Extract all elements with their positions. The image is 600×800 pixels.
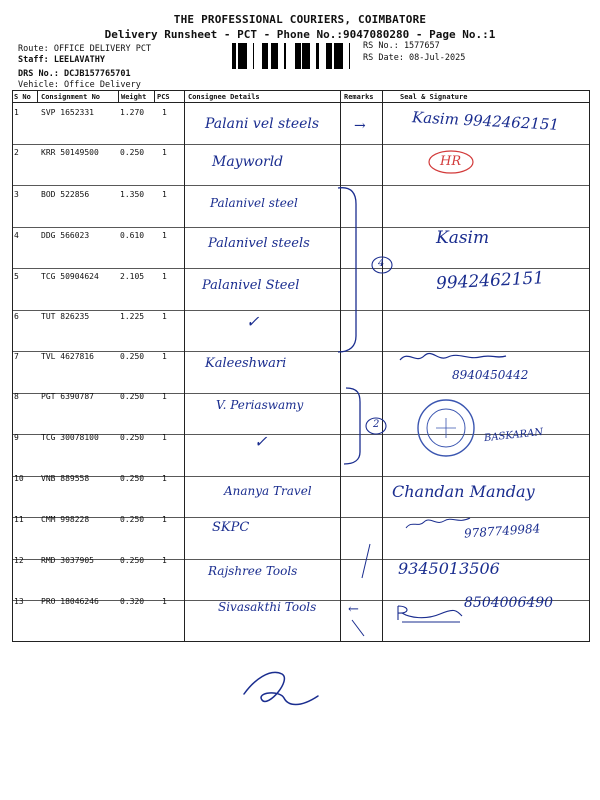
company-title: THE PROFESSIONAL COURIERS, COIMBATORE (173, 13, 427, 26)
row-weight: 0.250 (120, 515, 145, 524)
row-pcs: 1 (162, 392, 167, 401)
row-consignee-handwritten: Palanivel steels (208, 236, 310, 251)
row-consignment: VNB 889558 (41, 474, 90, 483)
barcode-bar (308, 43, 310, 69)
col-header-consignment: Consignment No (41, 93, 101, 101)
barcode-bar (262, 43, 265, 69)
row-weight: 1.350 (120, 190, 145, 199)
barcode-bar (302, 43, 304, 69)
row-weight: 0.250 (120, 556, 145, 565)
row-remark-arrow: ← (348, 602, 359, 617)
row-sno: 8 (14, 392, 19, 401)
row-pcs: 1 (162, 515, 167, 524)
row-weight: 1.225 (120, 312, 145, 321)
row-pcs: 1 (162, 597, 167, 606)
barcode-image (232, 43, 357, 69)
group-mark-4: 4 (378, 258, 385, 269)
barcode-bar (284, 43, 286, 69)
row-signature: 9345013506 (398, 559, 500, 578)
row-signature: 9787749984 (463, 521, 541, 541)
staff-signature (238, 660, 324, 724)
barcode-bar (238, 43, 241, 69)
row-pcs: 1 (162, 231, 167, 240)
row-sno: 4 (14, 231, 19, 240)
barcode-bar (274, 43, 277, 69)
barcode-bar (235, 43, 236, 69)
barcode-bar (307, 43, 308, 69)
row-consignment: TCG 30078100 (41, 433, 99, 442)
barcode-bar (296, 43, 298, 69)
row-weight: 1.270 (120, 108, 145, 117)
runsheet-table (12, 90, 590, 642)
row-pcs: 1 (162, 108, 167, 117)
col-header-sno: S No (14, 93, 31, 101)
row-consignee-handwritten: Palani vel steels (205, 116, 320, 132)
group-mark-2: 2 (373, 419, 380, 430)
row-consignee-handwritten: Rajshree Tools (208, 564, 298, 578)
row-consignee-check: ✓ (254, 432, 268, 451)
barcode-bar (253, 43, 254, 69)
row-consignee-handwritten: Palanivel Steel (202, 278, 300, 293)
row-pcs: 1 (162, 474, 167, 483)
row-consignee-handwritten: Mayworld (212, 154, 284, 170)
row-signature: 8940450442 (452, 368, 529, 382)
barcode-bar (337, 43, 338, 69)
barcode-bar (272, 43, 274, 69)
barcode-bar (277, 43, 278, 69)
col-header-consignee: Consignee Details (188, 93, 260, 101)
row-consignee-handwritten: Palanivel steel (210, 196, 298, 210)
row-weight: 0.250 (120, 474, 145, 483)
row-consignee-handwritten: Kaleeshwari (205, 356, 287, 371)
barcode-bar (232, 43, 235, 69)
row-sno: 11 (14, 515, 24, 524)
row-weight: 0.250 (120, 352, 145, 361)
row-consignment: DDG 566023 (41, 231, 90, 240)
row-weight: 0.610 (120, 231, 145, 240)
row-consignee-handwritten: SKPC (212, 520, 250, 535)
barcode-bar (242, 43, 244, 69)
row-signature: 9942462151 (435, 268, 545, 294)
row-sno: 10 (14, 474, 24, 483)
row-sno: 1 (14, 108, 19, 117)
row-pcs: 1 (162, 352, 167, 361)
row-sno: 13 (14, 597, 24, 606)
row-sno: 7 (14, 352, 19, 361)
row-sno: 12 (14, 556, 24, 565)
barcode-bar (328, 43, 331, 69)
row-sno: 3 (14, 190, 19, 199)
row-pcs: 1 (162, 190, 167, 199)
row-consignment: BOD 522856 (41, 190, 90, 199)
col-header-signature: Seal & Signature (400, 93, 468, 101)
col-header-remarks: Remarks (344, 93, 374, 101)
route-label: Route: OFFICE DELIVERY PCT (18, 44, 152, 54)
barcode-bar (298, 43, 301, 69)
row-consignment: TVL 4627816 (41, 352, 94, 361)
barcode-bar (295, 43, 296, 69)
row-pcs: 1 (162, 556, 167, 565)
group-annotations (12, 90, 590, 642)
drs-number: DRS No.: DCJB157765701 (18, 69, 131, 79)
barcode-bar (334, 43, 337, 69)
row-pcs: 1 (162, 433, 167, 442)
row-weight: 0.250 (120, 433, 145, 442)
barcode-bar (244, 43, 247, 69)
barcode-bar (304, 43, 307, 69)
row-consignment: SVP 1652331 (41, 108, 94, 117)
row-signature: Chandan Manday (392, 482, 535, 501)
row-consignment: PGT 6390787 (41, 392, 94, 401)
barcode-bar (349, 43, 350, 69)
barcode-bar (265, 43, 266, 69)
row-consignee-check: ✓ (246, 312, 260, 331)
rs-number: RS No.: 1577657 (363, 41, 440, 51)
runsheet-subtitle: Delivery Runsheet - PCT - Phone No.:9047080280 - Page No.:1 (104, 28, 496, 41)
col-header-weight: Weight (121, 93, 147, 101)
row-sno: 9 (14, 433, 19, 442)
row-consignment: RMD 3037905 (41, 556, 94, 565)
row-sno: 2 (14, 148, 19, 157)
row-pcs: 1 (162, 312, 167, 321)
row-consignment: TCG 50904624 (41, 272, 99, 281)
row-weight: 0.250 (120, 392, 145, 401)
vehicle-label: Vehicle: Office Delivery (18, 80, 141, 90)
row-remark-arrow: → (354, 118, 366, 134)
row-weight: 0.320 (120, 597, 145, 606)
row-consignment: TUT 826235 (41, 312, 90, 321)
barcode-bar (326, 43, 328, 69)
row-weight: 2.105 (120, 272, 145, 281)
row-consignee-handwritten: V. Periaswamy (216, 398, 304, 412)
barcode-bar (331, 43, 332, 69)
row-pcs: 1 (162, 148, 167, 157)
col-header-pcs: PCS (157, 93, 170, 101)
row-signature: Kasim (436, 228, 490, 248)
row-consignee-handwritten: Ananya Travel (224, 484, 312, 498)
barcode-bar (338, 43, 340, 69)
row-consignment: KRR 50149500 (41, 148, 99, 157)
barcode-bar (241, 43, 242, 69)
row-weight: 0.250 (120, 148, 145, 157)
barcode-bar (271, 43, 272, 69)
row-consignment: CMM 998228 (41, 515, 90, 524)
rs-date: RS Date: 08-Jul-2025 (363, 53, 466, 63)
staff-label: Staff: LEELAVATHY (18, 55, 105, 65)
row-sno: 5 (14, 272, 19, 281)
barcode-bar (316, 43, 319, 69)
row-consignee-handwritten: Sivasakthi Tools (218, 600, 317, 614)
row-consignment: PRO 18046246 (41, 597, 99, 606)
row-signature: BASKARAN (483, 426, 544, 445)
row-signature: HR (440, 154, 462, 169)
barcode-bar (340, 43, 343, 69)
row-pcs: 1 (162, 272, 167, 281)
barcode-bar (266, 43, 268, 69)
row-signature: 8504006490 (464, 595, 554, 611)
row-signature: Kasim 9942462151 (411, 108, 560, 134)
row-sno: 6 (14, 312, 19, 321)
